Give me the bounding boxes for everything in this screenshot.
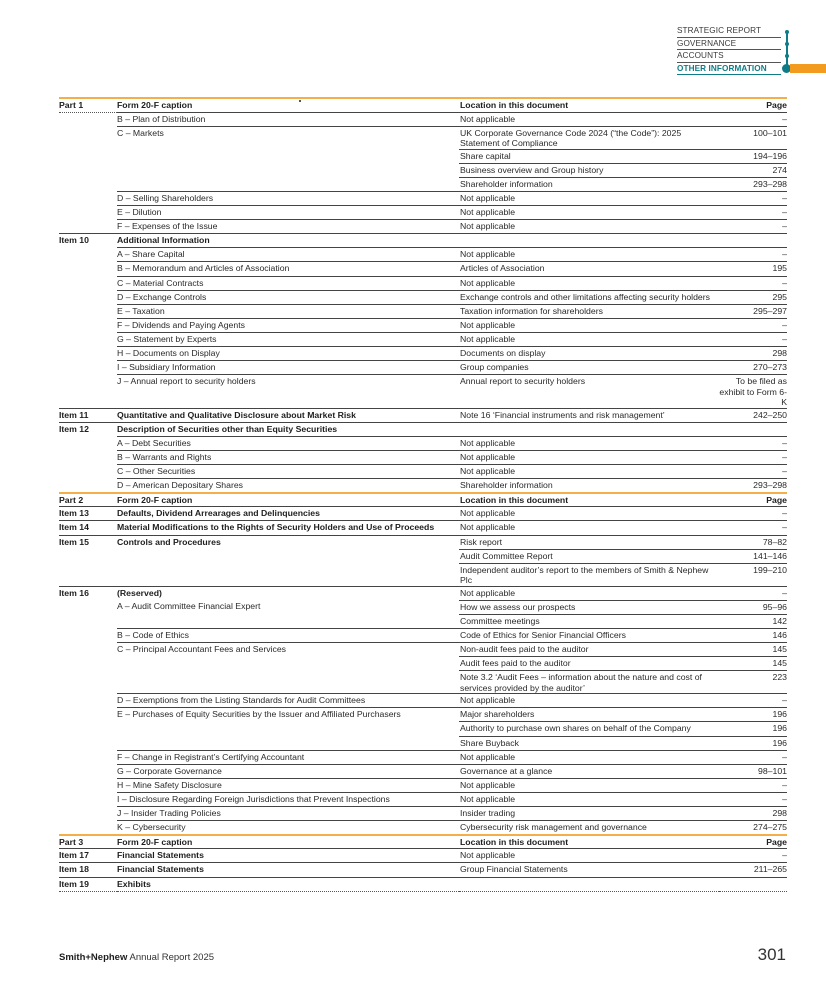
page-cell: – [719, 694, 787, 708]
location-cell: Not applicable [459, 465, 719, 479]
part-item-cell: Item 15 [59, 535, 117, 549]
table-row [59, 248, 787, 262]
part-item-cell: Part 2 [59, 493, 117, 507]
location-cell: Audit Committee Report [459, 549, 719, 563]
part-item-cell: Item 10 [59, 234, 117, 248]
table-row [59, 736, 787, 750]
part-item-cell: Item 16 [59, 586, 117, 600]
part-item-cell [59, 375, 117, 409]
page-cell: 142 [719, 614, 787, 628]
location-cell: Not applicable [459, 206, 719, 220]
part-item-cell: Item 12 [59, 422, 117, 436]
part-item-cell: Item 19 [59, 877, 117, 891]
page-cell: 145 [719, 657, 787, 671]
table-row [59, 375, 787, 409]
caption-cell: H – Documents on Display [117, 347, 459, 361]
caption-cell: J – Annual report to security holders [117, 375, 459, 409]
table-row [59, 792, 787, 806]
location-cell: Not applicable [459, 112, 719, 126]
table-row [59, 750, 787, 764]
page-cell: 293–298 [719, 479, 787, 493]
page-cell: – [719, 507, 787, 521]
table-row [59, 849, 787, 863]
location-cell: Cybersecurity risk management and governance [459, 821, 719, 835]
page-cell: – [719, 450, 787, 464]
caption-cell: B – Plan of Distribution [117, 112, 459, 126]
table-row [59, 436, 787, 450]
part-item-cell [59, 318, 117, 332]
part-item-cell [59, 276, 117, 290]
nav-strategic-report[interactable]: STRATEGIC REPORT [677, 25, 781, 38]
part-item-cell [59, 332, 117, 346]
part-item-cell [59, 206, 117, 220]
caption-cell: C – Other Securities [117, 465, 459, 479]
footer-title: Annual Report 2025 [129, 952, 215, 963]
location-cell: Not applicable [459, 778, 719, 792]
part-item-cell [59, 465, 117, 479]
table-row [59, 657, 787, 671]
location-cell: UK Corporate Governance Code 2024 (“the Code”): 2025 Statement of Compliance [459, 126, 719, 149]
caption-cell: D – Exchange Controls [117, 290, 459, 304]
page-cell: 199–210 [719, 563, 787, 586]
page-cell: To be filed as exhibit to Form 6-K [719, 376, 787, 408]
part-item-cell: Item 17 [59, 849, 117, 863]
table-row [59, 220, 787, 234]
section-nav [677, 25, 781, 75]
page-cell: – [719, 220, 787, 234]
table-row [59, 318, 787, 332]
part-item-cell [59, 347, 117, 361]
caption-cell: Quantitative and Qualitative Disclosure about Market Risk [117, 408, 459, 422]
caption-cell [117, 177, 459, 191]
caption-cell: G – Corporate Governance [117, 764, 459, 778]
caption-cell: Form 20-F caption [117, 98, 459, 112]
location-cell: Risk report [459, 535, 719, 549]
caption-cell [117, 657, 459, 671]
page-cell: 211–265 [719, 863, 787, 877]
caption-cell: E – Taxation [117, 304, 459, 318]
caption-cell: Financial Statements [117, 849, 459, 863]
caption-cell: Additional Information [117, 234, 459, 248]
table-row [59, 163, 787, 177]
caption-cell [117, 736, 459, 750]
nav-dot-icon [785, 42, 789, 46]
location-cell: Not applicable [459, 849, 719, 863]
part-item-cell [59, 549, 117, 563]
nav-other-information[interactable]: OTHER INFORMATION [677, 63, 781, 76]
part-item-cell [59, 750, 117, 764]
part-item-cell [59, 163, 117, 177]
page-cell: – [719, 112, 787, 126]
part-item-cell [59, 361, 117, 375]
caption-cell: Financial Statements [117, 863, 459, 877]
table-row [59, 332, 787, 346]
table-row [59, 290, 787, 304]
part-item-cell: Part 3 [59, 835, 117, 849]
caption-cell: C – Principal Accountant Fees and Services [117, 643, 459, 657]
page-cell: 196 [719, 722, 787, 736]
table-row [59, 521, 787, 535]
table-row [59, 778, 787, 792]
footer-report-title [59, 952, 214, 963]
part-item-cell [59, 629, 117, 643]
table-row [59, 112, 787, 126]
location-cell: Business overview and Group history [459, 163, 719, 177]
table-row [59, 262, 787, 276]
part-item-cell: Item 13 [59, 507, 117, 521]
nav-accounts[interactable]: ACCOUNTS [677, 50, 781, 63]
table-row [59, 549, 787, 563]
page-cell: Page [719, 493, 787, 507]
caption-cell: A – Audit Committee Financial Expert [117, 601, 261, 612]
location-cell: Exchange controls and other limitations affecting security holders [459, 290, 719, 304]
caption-cell: Defaults, Dividend Arrearages and Delinquencies [117, 507, 459, 521]
table-row [59, 764, 787, 778]
part-item-cell [59, 708, 117, 722]
page-cell: 145 [719, 643, 787, 657]
caption-cell [117, 671, 459, 694]
page-cell: – [719, 436, 787, 450]
form-20f-cross-reference-table [59, 97, 787, 892]
table-row [59, 671, 787, 694]
table-row [59, 206, 787, 220]
location-cell: Not applicable [459, 276, 719, 290]
caption-cell: J – Insider Trading Policies [117, 807, 459, 821]
table-row [59, 614, 787, 628]
caption-cell [117, 722, 459, 736]
location-cell [459, 234, 719, 248]
location-cell: Not applicable [459, 750, 719, 764]
location-cell: Not applicable [459, 586, 719, 600]
location-cell: Share Buyback [459, 736, 719, 750]
caption-cell: D – American Depositary Shares [117, 479, 459, 493]
caption-cell: B – Warrants and Rights [117, 450, 459, 464]
caption-cell: G – Statement by Experts [117, 332, 459, 346]
location-cell: Authority to purchase own shares on behalf of the Company [459, 722, 719, 736]
table-row [59, 507, 787, 521]
location-cell: Documents on display [459, 347, 719, 361]
part-item-cell [59, 248, 117, 262]
page-cell: – [719, 586, 787, 600]
table-row [59, 479, 787, 493]
page-cell: – [719, 318, 787, 332]
location-cell: Group Financial Statements [459, 863, 719, 877]
location-cell: Governance at a glance [459, 764, 719, 778]
part-item-cell [59, 614, 117, 628]
part-item-cell [59, 191, 117, 205]
table-row [59, 149, 787, 163]
part-item-cell [59, 792, 117, 806]
table-row [59, 629, 787, 643]
part-item-cell [59, 807, 117, 821]
page-cell: – [719, 792, 787, 806]
location-cell: Not applicable [459, 521, 719, 535]
caption-cell: I – Disclosure Regarding Foreign Jurisdictions that Prevent Inspections [117, 792, 459, 806]
caption-cell: Form 20-F caption [117, 835, 459, 849]
page-cell [719, 877, 787, 891]
page-cell: Page [719, 98, 787, 112]
location-cell: Location in this document [459, 835, 719, 849]
location-cell [459, 422, 719, 436]
location-cell: Articles of Association [459, 262, 719, 276]
table-body [59, 98, 787, 891]
part-item-cell [59, 220, 117, 234]
location-cell: Not applicable [459, 694, 719, 708]
location-cell: Taxation information for shareholders [459, 304, 719, 318]
part-item-cell [59, 177, 117, 191]
location-cell: Shareholder information [459, 177, 719, 191]
page-cell: 141–146 [719, 549, 787, 563]
part-item-cell [59, 694, 117, 708]
table-row [59, 304, 787, 318]
caption-cell: C – Markets [117, 126, 459, 149]
table-row [59, 234, 787, 248]
caption-cell: K – Cybersecurity [117, 821, 459, 835]
page-cell: 78–82 [719, 535, 787, 549]
table-row [59, 535, 787, 549]
nav-active-bar [790, 64, 826, 73]
table-row [59, 361, 787, 375]
table-row [59, 347, 787, 361]
page-cell: 146 [719, 629, 787, 643]
table-header-row [59, 835, 787, 849]
part-item-cell [59, 821, 117, 835]
location-cell: Committee meetings [459, 614, 719, 628]
table-row [59, 408, 787, 422]
caption-cell [117, 149, 459, 163]
page-cell: 298 [719, 807, 787, 821]
page-cell: – [719, 750, 787, 764]
page-cell: 293–298 [719, 177, 787, 191]
page-cell: – [719, 778, 787, 792]
part-item-cell [59, 436, 117, 450]
location-cell: Not applicable [459, 450, 719, 464]
caption-cell: E – Purchases of Equity Securities by the Issuer and Affiliated Purchasers [117, 708, 459, 722]
location-cell: Annual report to security holders [459, 375, 719, 409]
part-item-cell [59, 112, 117, 126]
caption-cell [117, 549, 459, 563]
caption-cell: F – Expenses of the Issue [117, 220, 459, 234]
nav-dot-icon [785, 54, 789, 58]
location-cell: Note 3.2 ‘Audit Fees – information about the nature and cost of services provided by the auditor’ [459, 671, 719, 694]
table-row [59, 722, 787, 736]
caption-cell: H – Mine Safety Disclosure [117, 778, 459, 792]
location-cell: Not applicable [459, 248, 719, 262]
location-cell: Non-audit fees paid to the auditor [459, 643, 719, 657]
caption-cell: (Reserved) [117, 586, 459, 600]
location-cell: Not applicable [459, 792, 719, 806]
caption-cell: B – Code of Ethics [117, 629, 459, 643]
part-item-cell [59, 657, 117, 671]
nav-dot-icon [785, 30, 789, 34]
caption-cell [117, 614, 459, 628]
page-cell: – [719, 276, 787, 290]
table-row [59, 863, 787, 877]
location-cell: Independent auditor’s report to the members of Smith & Nephew Plc [459, 563, 719, 586]
part-item-cell [59, 736, 117, 750]
page-cell: 295–297 [719, 304, 787, 318]
table-row [59, 563, 787, 586]
caption-cell [117, 563, 459, 586]
page-cell: 274–275 [719, 821, 787, 835]
page-cell: 194–196 [719, 149, 787, 163]
page-cell: 196 [719, 736, 787, 750]
location-cell: Note 16 ‘Financial instruments and risk management’ [459, 408, 719, 422]
location-cell: Audit fees paid to the auditor [459, 657, 719, 671]
table-row [59, 643, 787, 657]
location-cell: Major shareholders [459, 708, 719, 722]
caption-cell: D – Selling Shareholders [117, 191, 459, 205]
part-item-cell: Item 18 [59, 863, 117, 877]
caption-cell: A – Debt Securities [117, 436, 459, 450]
table-row [59, 807, 787, 821]
table-row [59, 177, 787, 191]
table-row [59, 821, 787, 835]
page-cell: 242–250 [719, 408, 787, 422]
page-cell: 295 [719, 290, 787, 304]
part-item-cell: Item 11 [59, 408, 117, 422]
location-cell: Group companies [459, 361, 719, 375]
part-item-cell [59, 563, 117, 586]
part-item-cell [59, 450, 117, 464]
part-item-cell [59, 262, 117, 276]
table-row [59, 708, 787, 722]
page-number: 301 [757, 945, 786, 964]
page-cell: 298 [719, 347, 787, 361]
page-cell: – [719, 849, 787, 863]
caption-cell: E – Dilution [117, 206, 459, 220]
page-cell: – [719, 332, 787, 346]
location-cell: Not applicable [459, 318, 719, 332]
location-cell: Code of Ethics for Senior Financial Officers [459, 629, 719, 643]
page-cell: – [719, 206, 787, 220]
caption-cell: A – Share Capital [117, 248, 459, 262]
table-row [59, 586, 787, 600]
part-item-cell [59, 304, 117, 318]
location-cell: How we assess our prospects [459, 600, 719, 614]
part-item-cell [59, 764, 117, 778]
location-cell [459, 877, 719, 891]
page-cell: 95–96 [719, 600, 787, 614]
location-cell: Not applicable [459, 507, 719, 521]
part-item-cell [59, 149, 117, 163]
part-item-cell [59, 778, 117, 792]
part-item-cell [59, 643, 117, 657]
location-cell: Not applicable [459, 191, 719, 205]
location-cell: Insider trading [459, 807, 719, 821]
table-row [59, 465, 787, 479]
page-cell: 100–101 [719, 126, 787, 149]
page-cell: 270–273 [719, 361, 787, 375]
table-header-row [59, 493, 787, 507]
footer-brand: Smith+Nephew [59, 952, 128, 963]
caption-cell: F – Change in Registrant’s Certifying Accountant [117, 750, 459, 764]
table-row [59, 126, 787, 149]
location-cell: Shareholder information [459, 479, 719, 493]
table-row [59, 450, 787, 464]
part-item-cell [59, 671, 117, 694]
page-cell [719, 422, 787, 436]
caption-cell: Controls and Procedures [117, 535, 459, 549]
part-item-cell: Part 1 [59, 98, 117, 112]
caption-cell: Form 20-F caption [117, 493, 459, 507]
location-cell: Location in this document [459, 98, 719, 112]
table-row [59, 877, 787, 891]
part-item-cell [59, 479, 117, 493]
page-cell: – [719, 191, 787, 205]
table-row [59, 422, 787, 436]
nav-governance[interactable]: GOVERNANCE [677, 38, 781, 51]
caption-cell: D – Exemptions from the Listing Standards for Audit Committees [117, 694, 459, 708]
table-row [59, 191, 787, 205]
caption-cell: B – Memorandum and Articles of Association [117, 262, 459, 276]
page-cell: 98–101 [719, 764, 787, 778]
location-cell: Not applicable [459, 436, 719, 450]
table-row [59, 694, 787, 708]
caption-cell: F – Dividends and Paying Agents [117, 318, 459, 332]
location-cell: Not applicable [459, 220, 719, 234]
caption-cell [117, 163, 459, 177]
part-item-cell [59, 290, 117, 304]
page-cell: 274 [719, 163, 787, 177]
page-cell: – [719, 248, 787, 262]
part-item-cell [59, 722, 117, 736]
page-cell: 195 [719, 262, 787, 276]
page-cell: – [719, 465, 787, 479]
part-item-cell [59, 600, 117, 614]
part-item-cell [59, 126, 117, 149]
table-header-row [59, 98, 787, 112]
table-row [59, 600, 787, 614]
table-row [59, 276, 787, 290]
page-cell: – [719, 521, 787, 535]
caption-cell: Material Modifications to the Rights of Security Holders and Use of Proceeds [117, 521, 459, 535]
location-cell: Location in this document [459, 493, 719, 507]
page-cell: 223 [719, 671, 787, 694]
caption-cell: C – Material Contracts [117, 276, 459, 290]
page-cell [719, 234, 787, 248]
caption-cell: Exhibits [117, 877, 459, 891]
caption-cell: Description of Securities other than Equity Securities [117, 422, 459, 436]
page-cell: 196 [719, 708, 787, 722]
page-cell: Page [719, 835, 787, 849]
part-item-cell: Item 14 [59, 521, 117, 535]
caption-cell: I – Subsidiary Information [117, 361, 459, 375]
location-cell: Share capital [459, 149, 719, 163]
location-cell: Not applicable [459, 332, 719, 346]
